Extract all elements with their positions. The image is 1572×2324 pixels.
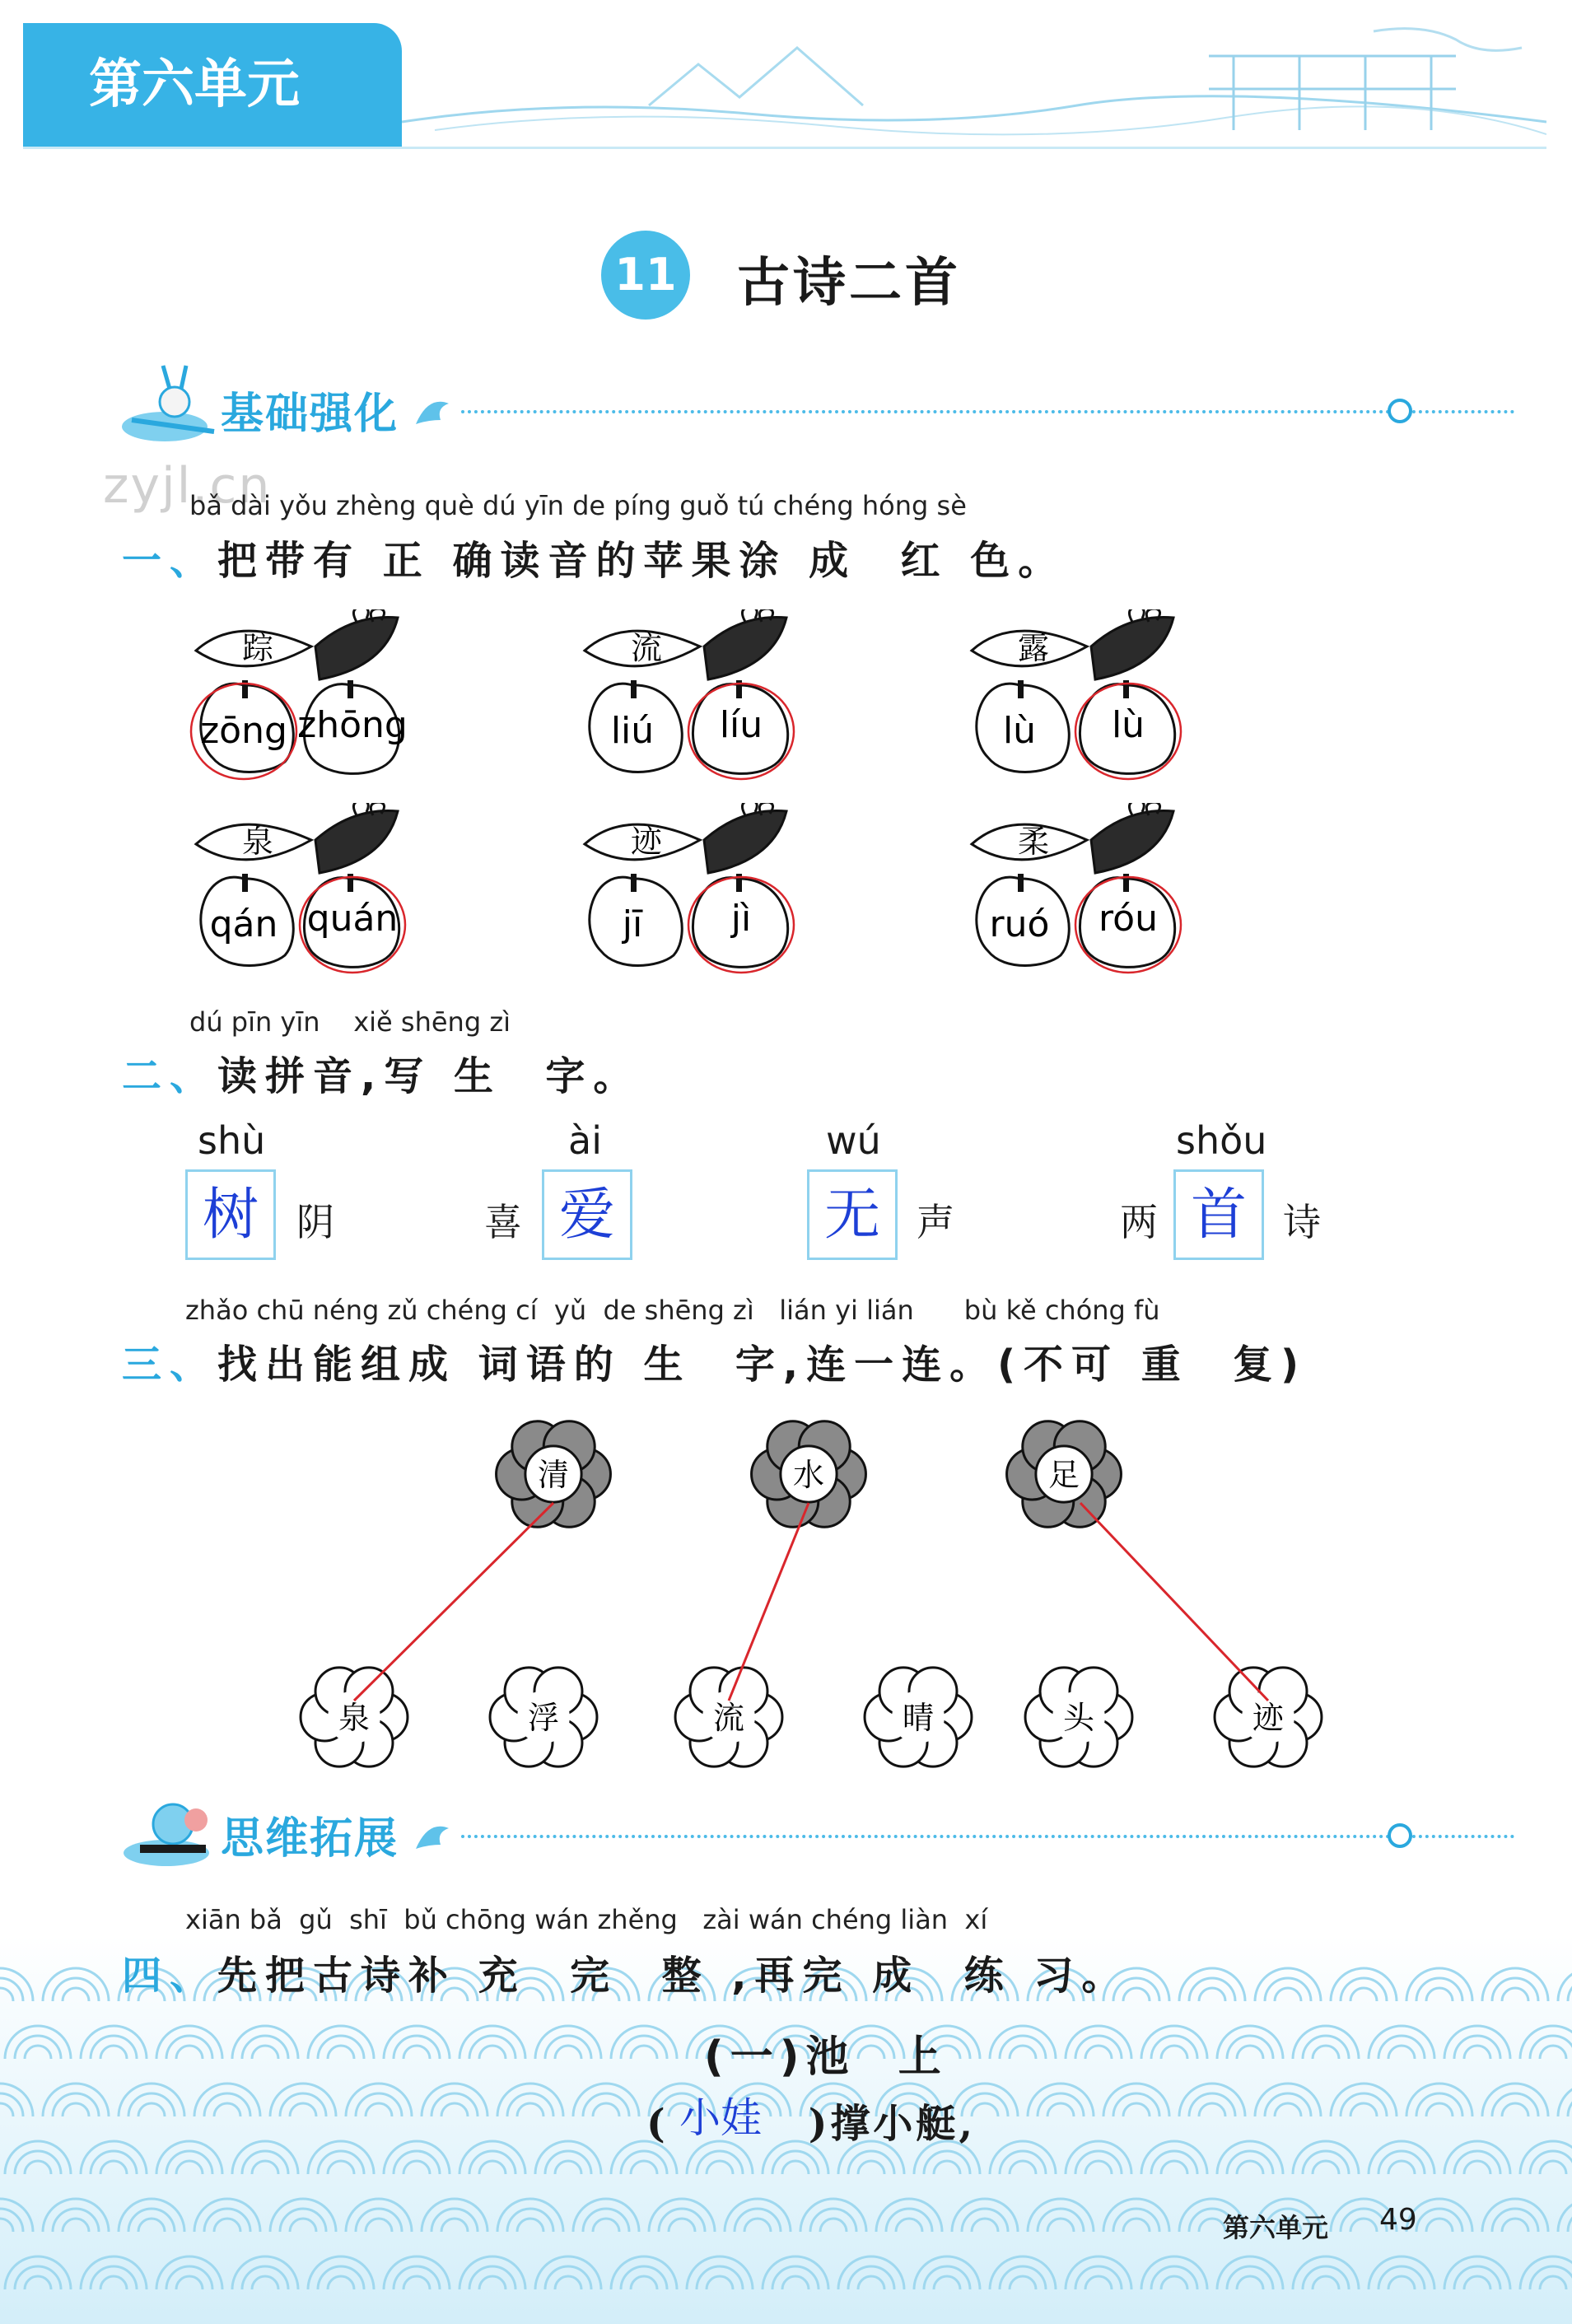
banner-title-thinking: 思维拓展 [221, 1814, 399, 1864]
apple-char: 流 [630, 630, 663, 666]
apple-pinyin-right[interactable]: zhōng [297, 704, 408, 746]
bottom-flower-2[interactable] [490, 1668, 597, 1766]
q2-answer-box-1[interactable]: 树 [185, 1169, 276, 1260]
apple-pairs-group [0, 0, 1572, 988]
poem-heading: (一)池 上 [704, 2032, 948, 2082]
banner-end-dot-icon [1388, 1823, 1412, 1848]
flower-char: 晴 [902, 1700, 935, 1736]
apple-pinyin-right[interactable]: róu [1099, 898, 1158, 940]
flower-char: 头 [1062, 1700, 1095, 1736]
q2-answer-box-4[interactable]: 首 [1173, 1169, 1264, 1260]
apple-pair-2 [576, 609, 823, 791]
leaf-dark-icon [1091, 810, 1173, 873]
flower-char: 浮 [527, 1700, 560, 1736]
q2-before-2: 喜 [484, 1200, 522, 1244]
q2-pinyin-2: ài [568, 1118, 602, 1163]
apple-pair-4 [188, 803, 435, 984]
q2-prompt [122, 1044, 641, 1101]
apple-pinyin-left[interactable]: zōng [200, 710, 287, 752]
apple-pinyin-right[interactable]: lù [1111, 704, 1145, 746]
footer-unit: 第六单元 [1223, 2212, 1329, 2243]
top-flower-3[interactable] [1007, 1421, 1122, 1528]
q2-pinyin-1: shù [198, 1118, 266, 1163]
apple-pinyin-left[interactable]: liú [610, 710, 655, 752]
leaf-dark-icon [315, 617, 398, 679]
leaf-dark-icon [315, 810, 398, 873]
apple-stem-right [348, 680, 353, 698]
apple-char: 露 [1017, 630, 1050, 666]
wave-swirl-icon [412, 1812, 461, 1861]
flower-char: 水 [792, 1457, 825, 1493]
apple-pair-1 [188, 609, 435, 791]
apple-stem-left [631, 874, 637, 892]
lesson-number-badge: 11 [601, 231, 690, 320]
q1-text: 把带有 正 确读音的苹果涂 成 红 色。 [217, 538, 1066, 584]
apple-char: 柔 [1017, 824, 1050, 860]
flower-char: 泉 [338, 1700, 371, 1736]
apple-pair-6 [963, 803, 1210, 984]
banner-dotted-line [461, 1835, 1515, 1838]
bottom-flower-6[interactable] [1215, 1668, 1322, 1766]
apple-stem-left [242, 874, 248, 892]
lesson-title: 古诗二首 [737, 253, 961, 314]
q2-pinyin: dú pīn yīn xiě shēng zì [189, 1006, 511, 1038]
q3-prompt [122, 1332, 1307, 1389]
flower-char: 足 [1047, 1457, 1080, 1493]
bottom-flower-4[interactable] [865, 1668, 972, 1766]
q3-text: 找出能组成 词语的 生 字,连一连。(不可 重 复) [217, 1342, 1308, 1388]
q2-after-1: 阴 [296, 1200, 334, 1244]
apple-stem-left [1018, 680, 1024, 698]
q3-pinyin: zhǎo chū néng zǔ chéng cí yǔ de shēng zì lián yi lián bù kě chóng fù [185, 1295, 1160, 1326]
leaf-dark-icon [704, 810, 786, 873]
poem-line-1-open: ( [646, 2101, 669, 2147]
poem-line-1-rest: )撑小艇, [808, 2101, 977, 2147]
apple-pinyin-left[interactable]: lù [1002, 710, 1037, 752]
flower-matching-area [0, 1400, 1572, 1795]
bottom-flower-5[interactable] [1025, 1668, 1132, 1766]
q2-answer-box-3[interactable]: 无 [807, 1169, 898, 1260]
page-number: 49 [1379, 2203, 1417, 2237]
q4-text: 先把古诗补 充 完 整 ,再完 成 练 习。 [217, 1953, 1130, 1999]
apple-pinyin-left[interactable]: qán [209, 903, 278, 945]
apple-pinyin-right[interactable]: líu [719, 704, 763, 746]
flower-char: 清 [537, 1457, 570, 1493]
apple-pinyin-left[interactable]: ruó [989, 903, 1050, 945]
q2-before-4: 两 [1120, 1200, 1158, 1244]
section-banner-thinking [115, 1787, 1433, 1878]
q4-number: 四、 [122, 1953, 218, 1999]
q2-after-3: 声 [917, 1200, 954, 1244]
leaf-dark-icon [704, 617, 786, 679]
unit-label: 第六单元 [89, 54, 300, 115]
q4-pinyin: xiān bǎ gǔ shī bǔ chōng wán zhěng zài wán chéng liàn xí [185, 1904, 988, 1935]
poem-line-1-answer: 小娃 [679, 2094, 762, 2142]
bottom-flower-3[interactable] [675, 1668, 782, 1766]
apple-pair-5 [576, 803, 823, 984]
q2-text: 读拼音,写 生 字。 [217, 1053, 641, 1099]
apple-pair-3 [963, 609, 1210, 791]
watermark: zyjl.cn [103, 457, 272, 515]
connection-line-2 [729, 1503, 809, 1701]
q2-number: 二、 [122, 1053, 218, 1099]
apple-char: 迹 [630, 824, 663, 860]
apple-pinyin-right[interactable]: jì [730, 898, 752, 940]
elephant-mascot-icon [115, 1787, 231, 1878]
apple-stem-left [1018, 874, 1024, 892]
apple-stem-left [631, 680, 637, 698]
flower-char: 迹 [1252, 1700, 1285, 1736]
q2-pinyin-4: shǒu [1176, 1118, 1267, 1163]
q1-number: 一、 [122, 538, 218, 584]
leaf-dark-icon [1091, 617, 1173, 679]
q2-after-4: 诗 [1283, 1200, 1321, 1244]
q1-pinyin: bǎ dài yǒu zhèng què dú yīn de píng guǒ tú chéng hóng sè [189, 490, 967, 521]
top-flower-2[interactable] [752, 1421, 866, 1528]
apple-pinyin-right[interactable]: quán [306, 898, 399, 940]
bottom-flower-1[interactable] [301, 1668, 408, 1766]
apple-char: 泉 [241, 824, 274, 860]
flower-char: 流 [712, 1700, 745, 1736]
q2-answer-box-2[interactable]: 爱 [542, 1169, 632, 1260]
top-flower-1[interactable] [497, 1421, 611, 1528]
banner-title-basic: 基础强化 [221, 390, 399, 439]
q4-prompt [122, 1944, 1129, 2000]
apple-pinyin-left[interactable]: jī [622, 903, 643, 945]
q2-pinyin-3: wú [826, 1118, 881, 1163]
q3-number: 三、 [122, 1342, 218, 1388]
apple-char: 踪 [241, 630, 274, 666]
connection-line-3 [1080, 1503, 1268, 1701]
